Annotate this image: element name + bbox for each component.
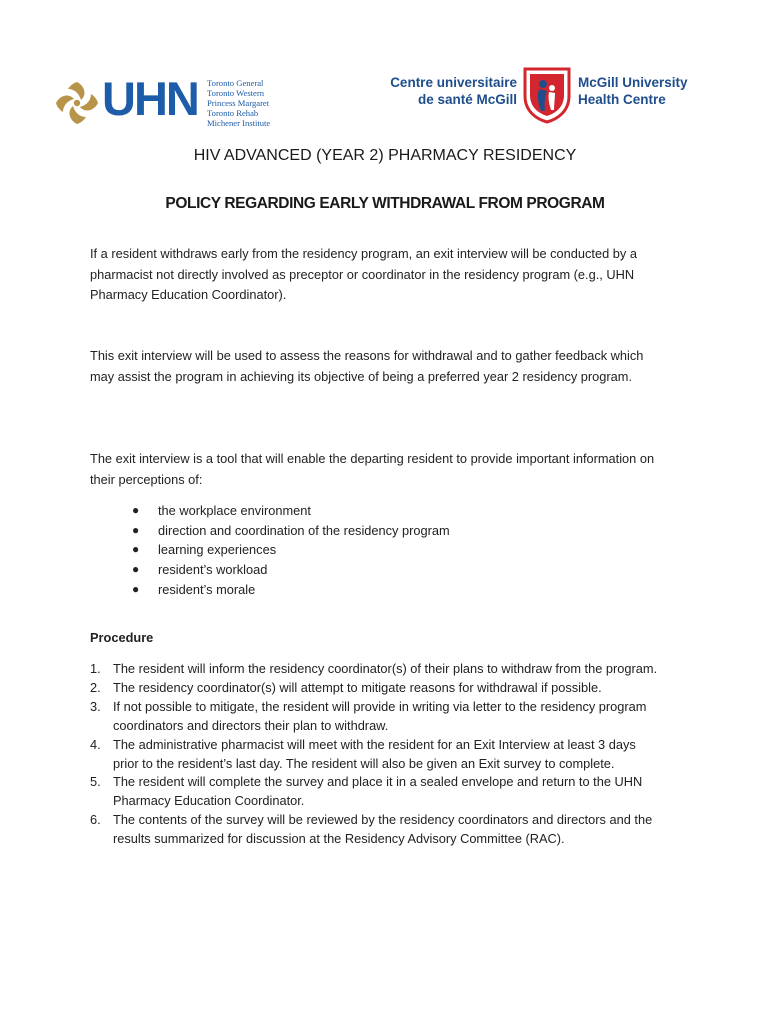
muhc-name-line: Health Centre [578,92,666,107]
muhc-name-line: de santé McGill [417,92,517,107]
uhn-wordmark: UHN [102,72,198,125]
muhc-name-line: Centre universitaire [390,75,517,90]
step-number: 4. [90,736,101,752]
uhn-logo [52,72,277,130]
bullet-icon: ● [132,522,140,537]
step-number: 5. [90,774,101,790]
procedure-step [90,773,660,811]
step-number: 2. [90,679,101,695]
list-item-text: learning experiences [158,542,277,558]
list-item [132,521,450,541]
paragraph-purpose: This exit interview will be used to assess the reasons for withdrawal and to gather feedback which may assist the program in achieving its objective of being a preferred year 2 residency program. [90,348,644,384]
document-title: HIV ADVANCED (YEAR 2) PHARMACY RESIDENCY [193,147,577,164]
list-item [132,501,450,521]
step-number: 1. [90,661,101,676]
procedure-step [90,736,660,774]
list-item-text: resident’s workload [158,562,268,578]
procedure-step [90,811,660,849]
paragraph-exit-interview: If a resident withdraws early from the residency program, an exit interview will be conducted by a pharmacist not directly involved as preceptor or coordinator in the residency program (e.g., UHN Pharmacy Education Coordinator). [90,246,637,302]
uhn-site-list [207,78,287,128]
uhn-site: Michener Institute [207,118,271,128]
procedure-steps [90,660,660,849]
uhn-site: Toronto Western [207,88,265,98]
list-item [132,560,450,580]
procedure-step [90,698,660,736]
muhc-name-line: McGill University [578,75,688,90]
step-text: The administrative pharmacist will meet with the resident for an Exit Interview at least 3 days prior to the resident’s last day. The resident will also be given an Exit survey to complete. [113,736,636,771]
bullet-icon: ● [132,503,140,517]
document-subtitle: POLICY REGARDING EARLY WITHDRAWAL FROM PROGRAM [165,195,605,212]
bullet-icon: ● [132,542,140,557]
procedure-heading: Procedure [90,630,154,645]
muhc-name-french [372,74,517,108]
muhc-name-english [578,74,718,108]
list-item-text: resident’s morale [158,581,256,597]
list-item [132,540,450,560]
uhn-emblem-icon [52,78,102,128]
paragraph-perceptions-intro: The exit interview is a tool that will enable the departing resident to provide important information on their perceptions of: [90,451,655,487]
procedure-step [90,679,660,698]
bullet-icon: ● [132,581,140,596]
uhn-site: Toronto Rehab [207,108,259,118]
muhc-shield-icon [522,66,572,124]
list-item [132,580,450,600]
step-text: The contents of the survey will be reviewed by the residency coordinators and directors and the results summarized for discussion at the Residency Advisory Committee (RAC). [113,812,653,847]
procedure-step [90,660,660,679]
uhn-site: Princess Margaret [207,98,270,108]
bullet-icon: ● [132,562,140,577]
perceptions-list [132,501,450,600]
step-text: The resident will complete the survey and place it in a sealed envelope and return to the UHN Pharmacy Education Coordinator. [113,774,643,809]
step-number: 6. [90,812,101,828]
step-text: The residency coordinator(s) will attempt to mitigate reasons for withdrawal if possible. [113,679,602,695]
step-number: 3. [90,698,101,714]
list-item-text: direction and coordination of the residency program [158,522,450,538]
list-item-text: the workplace environment [158,503,311,518]
uhn-site: Toronto General [207,78,264,88]
step-text: If not possible to mitigate, the resident will provide in writing via letter to the residency program coordinators and directors their plan to withdraw. [113,698,647,733]
step-text: The resident will inform the residency coordinator(s) of their plans to withdraw from the program. [113,661,658,676]
